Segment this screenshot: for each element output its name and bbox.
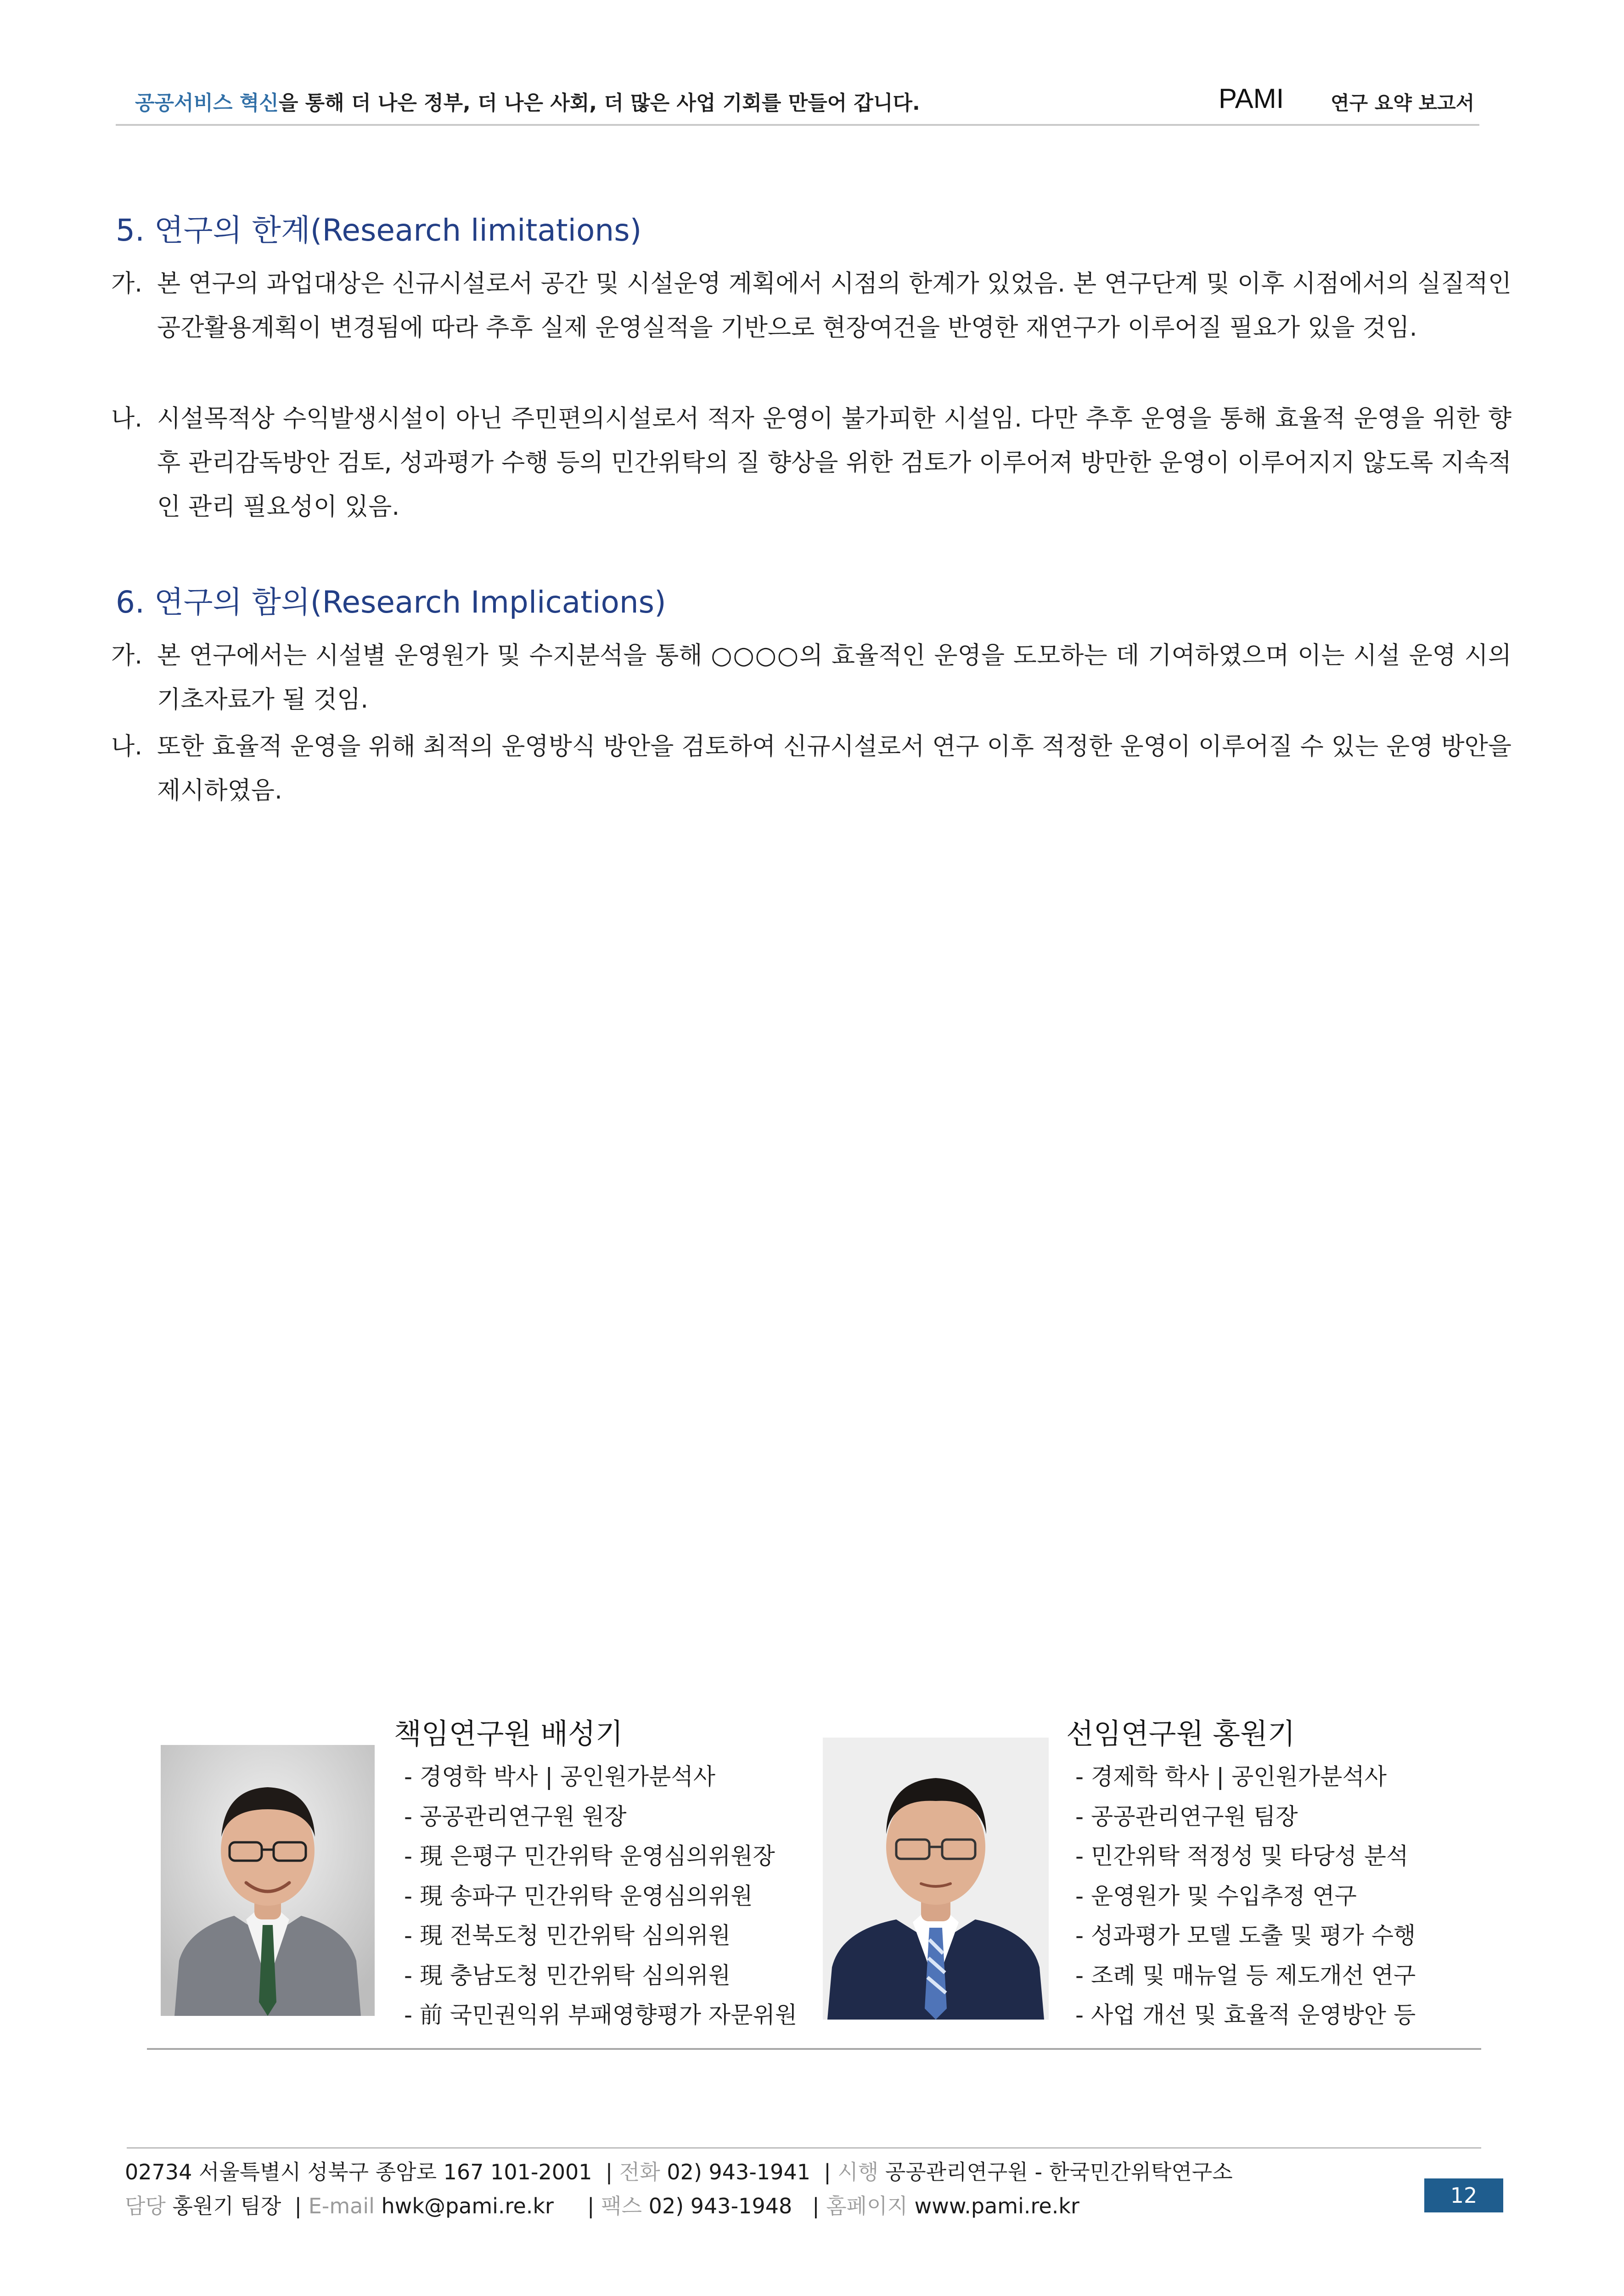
footer-line-2: 담당 홍원기 팀장 | E-mail hwk@pami.re.kr | 팩스 02) 943-1948 | 홈페이지 www.pami.re.kr [125,2194,1079,2218]
item-marker: 나. [111,732,143,760]
section-title-implications: 6. 연구의 함의(Research Implications) [116,585,666,620]
footer-tel: 02) 943-1941 [667,2160,810,2184]
credential-item: - 운영원가 및 수입추정 연구 [1075,1876,1416,1916]
header-slogan-rest: 을 통해 더 나은 정부, 더 나은 사회, 더 많은 사업 기회를 만들어 갑니다. [278,91,920,115]
researcher-credentials-bae [404,1757,797,2035]
item-text: 본 연구에서는 시설별 운영원가 및 수지분석을 통해 ○○○○의 효율적인 운영을 도모하는 데 기여하였으며 이는 시설 운영 시의 기초자료가 될 것임. [157,642,1512,714]
footer-homepage[interactable]: www.pami.re.kr [914,2194,1079,2218]
footer-publisher: 공공관리연구원 - 한국민간위탁연구소 [885,2160,1233,2184]
item-text: 시설목적상 수익발생시설이 아닌 주민편의시설로서 적자 운영이 불가피한 시설임. 다만 추후 운영을 통해 효율적 운영을 위한 향후 관리감독방안 검토, 성과평가 수행 등의 민간위탁의 질 향상을 위한 검토가 이루어져 방만한 운영이 이루어지지 않도록 지속적인 관리 필요성이 있음. [157,405,1512,521]
researcher-title-bae: 책임연구원 배성기 [394,1717,623,1750]
item-text: 본 연구의 과업대상은 신규시설로서 공간 및 시설운영 계획에서 시점의 한계가 있었음. 본 연구단계 및 이후 시점에서의 실질적인 공간활용계획이 변경됨에 따라 추후 실제 운영실적을 기반으로 현장여건을 반영한 재연구가 이루어질 필요가 있을 것임. [157,270,1512,342]
credential-item: - 現 충남도청 민간위탁 심의위원 [404,1956,797,1996]
footer-postal: 02734 [125,2160,192,2184]
item-marker: 가. [111,642,143,670]
footer-email-label: E-mail [308,2194,375,2218]
footer-homepage-label: 홈페이지 [826,2194,908,2218]
credential-item: - 前 국민권익위 부패영향평가 자문위원 [404,1995,797,2035]
credential-item: - 경제학 학사 | 공인원가분석사 [1075,1757,1416,1797]
researchers-divider [147,2048,1481,2050]
researcher-photo-bae [161,1745,375,2016]
limitations-item [111,397,1512,529]
credential-item: - 경영학 박사 | 공인원가분석사 [404,1757,797,1797]
footer-line-1: 02734 서울특별시 성북구 종암로 167 101-2001 | 전화 02) 943-1941 | 시행 공공관리연구원 - 한국민간위탁연구소 [125,2160,1233,2184]
researcher-photo-hong [823,1738,1049,2020]
footer-address: 서울특별시 성북구 종암로 167 101-2001 [198,2160,592,2184]
implications-item [111,725,1512,813]
header-divider [116,124,1479,126]
footer-contact-label: 담당 [125,2194,166,2218]
item-marker: 나. [111,405,143,433]
footer-fax-label: 팩스 [601,2194,642,2218]
implications-item [111,634,1512,722]
page-number: 12 [1424,2178,1503,2212]
item-marker: 가. [111,270,143,298]
item-text: 또한 효율적 운영을 위해 최적의 운영방식 방안을 검토하여 신규시설로서 연구 이후 적정한 운영이 이루어질 수 있는 운영 방안을 제시하였음. [157,732,1512,805]
credential-item: - 공공관리연구원 팀장 [1075,1797,1416,1837]
credential-item: - 現 전북도청 민간위탁 심의위원 [404,1916,797,1956]
credential-item: - 성과평가 모델 도출 및 평가 수행 [1075,1916,1416,1956]
footer-divider [127,2147,1481,2149]
header-brand: PAMI [1219,83,1284,114]
credential-item: - 사업 개선 및 효율적 운영방안 등 [1075,1995,1416,2035]
credential-item: - 現 송파구 민간위탁 운영심의위원 [404,1876,797,1916]
credential-item: - 공공관리연구원 원장 [404,1797,797,1837]
footer-publisher-label: 시행 [837,2160,879,2184]
credential-item: - 現 은평구 민간위탁 운영심의위원장 [404,1836,797,1876]
credential-item: - 민간위탁 적정성 및 타당성 분석 [1075,1836,1416,1876]
researcher-title-hong: 선임연구원 홍원기 [1066,1717,1295,1750]
section-title-limitations: 5. 연구의 한계(Research limitations) [116,213,642,248]
researcher-credentials-hong [1075,1757,1416,2035]
header-slogan-accent: 공공서비스 혁신 [135,91,279,115]
footer-email[interactable]: hwk@pami.re.kr [381,2194,554,2218]
header-slogan [135,86,920,116]
footer-contact: 홍원기 팀장 [172,2194,281,2218]
footer-tel-label: 전화 [619,2160,660,2184]
limitations-item [111,262,1512,350]
header-subtitle: 연구 요약 보고서 [1331,92,1475,114]
footer-fax: 02) 943-1948 [648,2194,792,2218]
credential-item: - 조례 및 매뉴얼 등 제도개선 연구 [1075,1956,1416,1996]
